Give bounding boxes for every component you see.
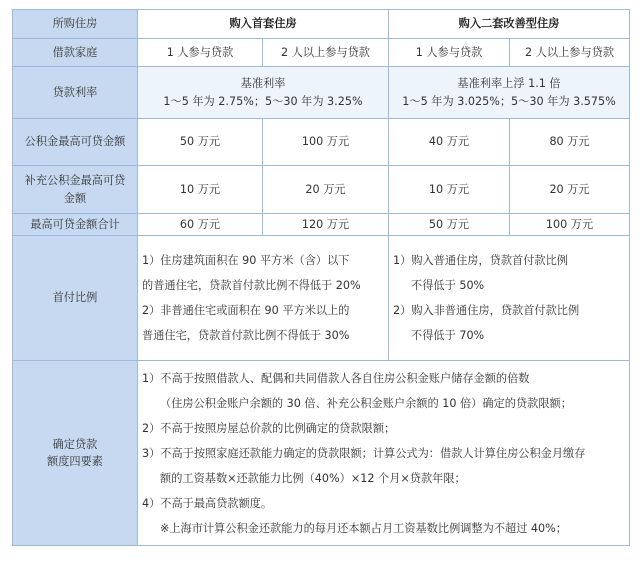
loan-factors-label-line: 额度四要素 bbox=[47, 455, 103, 468]
family-row bbox=[13, 39, 630, 67]
fund-max-value: 80 万元 bbox=[510, 119, 630, 166]
down-payment-label: 首付比例 bbox=[13, 236, 138, 361]
header-first-home-cell: 购入首套住房 bbox=[138, 10, 389, 39]
first-home-two-persons: 2 人以上参与贷款 bbox=[263, 39, 389, 67]
down-payment-text-line: 普通住宅，贷款首付款比例不得低于 30% bbox=[142, 329, 350, 342]
down-payment-text-line: 的普通住宅，贷款首付款比例不得低于 20% bbox=[142, 279, 361, 292]
second-home-rate-cell bbox=[389, 67, 630, 119]
rate-label: 贷款利率 bbox=[13, 67, 138, 119]
fund-max-row bbox=[13, 119, 630, 166]
down-payment-text-line: 1）住房建筑面积在 90 平方米（含）以下 bbox=[142, 254, 350, 267]
loan-factors-row bbox=[13, 361, 630, 546]
first-home-rate-title: 基准利率 bbox=[240, 77, 286, 91]
fund-max-value: 50 万元 bbox=[138, 119, 263, 166]
total-max-value: 120 万元 bbox=[263, 214, 389, 236]
loan-factors-cell bbox=[138, 361, 630, 546]
fund-max-value: 40 万元 bbox=[389, 119, 510, 166]
first-home-one-person: 1 人参与贷款 bbox=[138, 39, 263, 67]
second-home-one-person: 1 人参与贷款 bbox=[389, 39, 510, 67]
down-payment-row bbox=[13, 236, 630, 361]
loan-factor-line: 2）不高于按照房屋总价款的比例确定的贷款限额； bbox=[142, 421, 396, 435]
header-row bbox=[13, 10, 630, 39]
rate-row bbox=[13, 67, 630, 119]
down-payment-text-line: 1）购入普通住房，贷款首付款比例 bbox=[393, 254, 568, 267]
first-home-down-payment-cell bbox=[138, 236, 389, 361]
total-max-value: 60 万元 bbox=[138, 214, 263, 236]
supplementary-max-row bbox=[13, 166, 630, 214]
loan-factor-note: ※上海市计算公积金还款能力的每月还本额占月工资基数比例调整为不超过 40%； bbox=[160, 521, 567, 535]
supplementary-max-value: 10 万元 bbox=[138, 166, 263, 214]
first-home-rate-detail: 1～5 年为 2.75%；5～30 年为 3.25% bbox=[163, 94, 363, 108]
loan-factor-line: 4）不高于最高贷款额度。 bbox=[142, 496, 273, 510]
total-max-label: 最高可贷金额合计 bbox=[13, 214, 138, 236]
supplementary-max-label bbox=[13, 166, 138, 214]
loan-factor-line: （住房公积金账户余额的 30 倍、补充公积金账户余额的 10 倍）确定的贷款限额； bbox=[160, 396, 572, 410]
second-home-rate-title: 基准利率上浮 1.1 倍 bbox=[457, 77, 561, 91]
loan-factors-label-line: 确定贷款 bbox=[52, 437, 98, 451]
down-payment-text-line: 不得低于 50% bbox=[411, 279, 485, 292]
loan-factor-line: 3）不高于按照家庭还款能力确定的贷款限额；计算公式为：借款人计算住房公积金月缴存 bbox=[142, 446, 586, 460]
fund-max-value: 100 万元 bbox=[263, 119, 389, 166]
supplementary-max-label-line: 补充公积金最高可贷 bbox=[24, 174, 126, 188]
down-payment-text-line: 不得低于 70% bbox=[411, 329, 485, 342]
first-home-rate-cell bbox=[138, 67, 389, 119]
loan-factor-line: 额的工资基数×还款能力比例（40%）×12 个月×贷款年限； bbox=[160, 471, 466, 485]
family-label: 借款家庭 bbox=[13, 39, 138, 67]
total-max-row bbox=[13, 214, 630, 236]
loan-factor-line: 1）不高于按照借款人、配偶和共同借款人各自住房公积金账户储存金额的倍数 bbox=[142, 371, 530, 385]
second-home-rate-detail: 1～5 年为 3.025%；5～30 年为 3.575% bbox=[402, 94, 616, 108]
total-max-value: 50 万元 bbox=[389, 214, 510, 236]
fund-max-label: 公积金最高可贷金额 bbox=[13, 119, 138, 166]
supplementary-max-label-line: 金额 bbox=[63, 191, 87, 205]
supplementary-max-value: 20 万元 bbox=[263, 166, 389, 214]
supplementary-max-value: 20 万元 bbox=[510, 166, 630, 214]
total-max-value: 100 万元 bbox=[510, 214, 630, 236]
header-category-cell: 所购住房 bbox=[13, 10, 138, 39]
loan-factors-label bbox=[13, 361, 138, 546]
second-home-two-persons: 2 人以上参与贷款 bbox=[510, 39, 630, 67]
housing-fund-loan-table bbox=[12, 9, 630, 546]
supplementary-max-value: 10 万元 bbox=[389, 166, 510, 214]
header-second-home-cell: 购入二套改善型住房 bbox=[389, 10, 630, 39]
second-home-down-payment-cell bbox=[389, 236, 630, 361]
down-payment-text-line: 2）非普通住宅或面积在 90 平方米以上的 bbox=[142, 304, 350, 317]
down-payment-text-line: 2）购入非普通住房，贷款首付款比例 bbox=[393, 304, 580, 317]
